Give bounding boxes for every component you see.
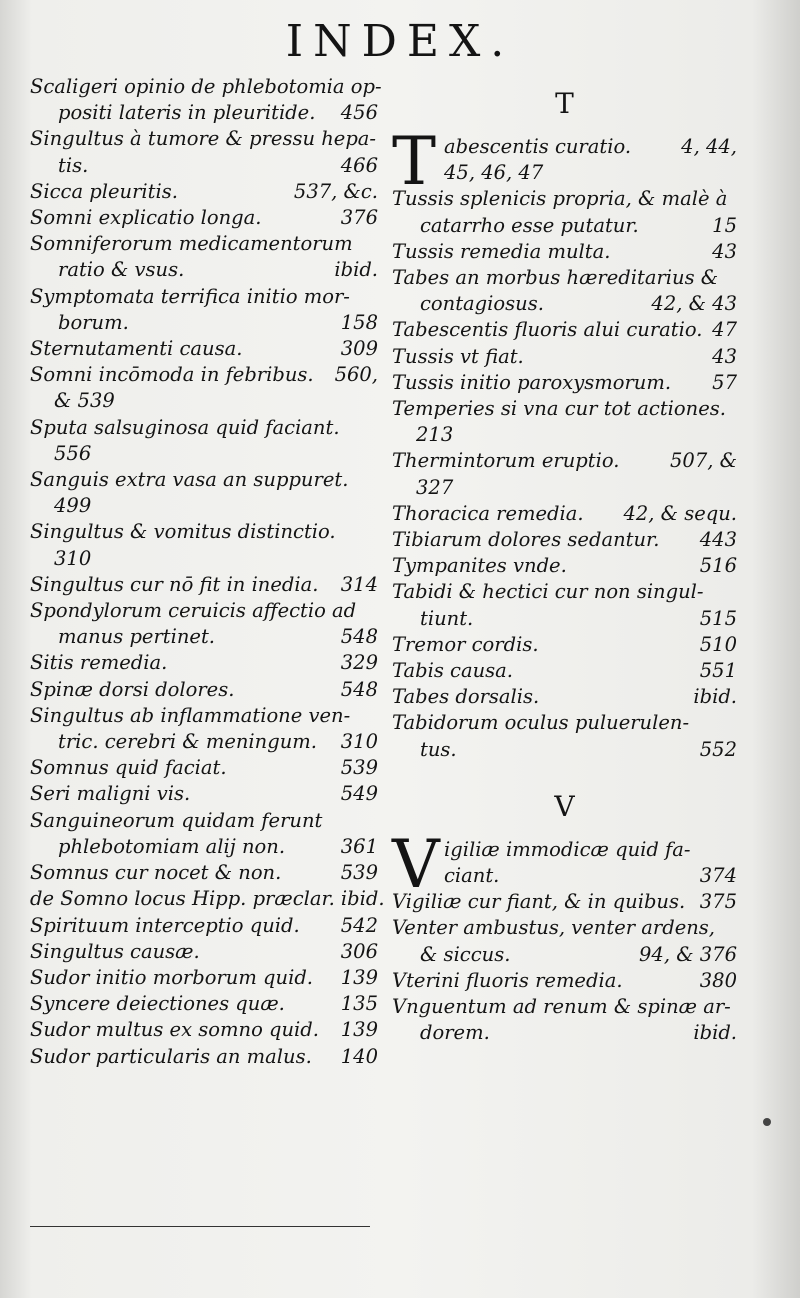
entry-page: 539 bbox=[340, 756, 378, 780]
entry-page: 375 bbox=[699, 890, 737, 914]
entry-text: Tabes an morbus hæreditarius & bbox=[392, 266, 719, 290]
entry-text: Tabidorum oculus puluerulen- bbox=[392, 711, 690, 735]
index-entry bbox=[30, 362, 378, 388]
entry-text: Spondylorum ceruicis affectio ad bbox=[30, 599, 357, 623]
index-entry bbox=[30, 729, 378, 755]
entry-page: 309 bbox=[340, 337, 378, 361]
entry-text: & 539 bbox=[54, 389, 115, 413]
entry-text: Tussis splenicis propria, & malè à bbox=[392, 187, 728, 211]
entry-text: manus pertinet. bbox=[58, 625, 215, 649]
entry-page: 329 bbox=[340, 651, 378, 675]
index-entry bbox=[30, 624, 378, 650]
index-entry bbox=[30, 677, 378, 703]
entry-page: 361 bbox=[340, 834, 378, 858]
entry-page: 552 bbox=[699, 737, 737, 761]
index-entry bbox=[30, 991, 378, 1017]
index-entry bbox=[30, 650, 378, 676]
index-entry bbox=[392, 396, 737, 422]
index-entry bbox=[392, 344, 737, 370]
index-entry bbox=[392, 737, 737, 763]
index-entry bbox=[392, 186, 737, 212]
entry-text: tis. bbox=[58, 153, 89, 177]
entry-text: tric. cerebri & meningum. bbox=[58, 730, 317, 754]
entry-text: Tremor cordis. bbox=[392, 632, 539, 656]
index-entry bbox=[30, 755, 378, 781]
entry-text: Spirituum interceptio quid. bbox=[30, 913, 300, 937]
entry-page: 306 bbox=[340, 939, 378, 963]
entry-page: 542 bbox=[340, 913, 378, 937]
index-entry bbox=[392, 501, 737, 527]
entry-text: Sitis remedia. bbox=[30, 651, 168, 675]
index-entry bbox=[392, 710, 737, 736]
footer-rule bbox=[30, 1226, 370, 1227]
entry-page: 4, 44, bbox=[681, 135, 737, 158]
entry-text: Tympanites vnde. bbox=[392, 554, 567, 578]
entry-text: Vigiliæ cur fiant, & in quibus. bbox=[392, 890, 686, 914]
page-header: INDEX. bbox=[285, 16, 515, 67]
entry-page: 139 bbox=[340, 1018, 378, 1042]
entry-page: ibid. bbox=[693, 1021, 737, 1045]
entry-page: 314 bbox=[340, 572, 378, 596]
entry-page: 551 bbox=[699, 659, 737, 683]
index-entry bbox=[30, 153, 378, 179]
left-column bbox=[30, 74, 385, 1070]
index-entry bbox=[444, 160, 737, 186]
entry-text: Tibiarum dolores sedantur. bbox=[392, 528, 660, 552]
entry-text: Sudor particularis an malus. bbox=[30, 1044, 312, 1068]
entry-text: Sputa salsuginosa quid faciant. bbox=[30, 415, 340, 439]
entry-text: phlebotomiam alij non. bbox=[58, 834, 286, 858]
index-entry bbox=[30, 231, 378, 257]
entry-text: & siccus. bbox=[420, 942, 511, 966]
index-entry bbox=[30, 310, 378, 336]
index-entry bbox=[444, 837, 737, 863]
index-entry bbox=[30, 939, 378, 965]
entry-page: 548 bbox=[340, 625, 378, 649]
entry-text: igiliæ immodicæ quid fa- bbox=[444, 837, 691, 861]
index-entry bbox=[392, 370, 737, 396]
entry-text: Tabis causa. bbox=[392, 659, 513, 683]
entry-text: Sanguis extra vasa an suppuret. bbox=[30, 468, 349, 492]
entry-text: Somni explicatio longa. bbox=[30, 206, 262, 230]
entry-page: 456 bbox=[340, 101, 378, 125]
entry-text: Temperies si vna cur tot actiones. bbox=[392, 397, 726, 421]
index-entry bbox=[392, 1020, 737, 1046]
index-entry bbox=[30, 913, 378, 939]
entry-text: Tussis initio paroxysmorum. bbox=[392, 370, 672, 394]
entry-text: 327 bbox=[416, 475, 454, 499]
entry-page: 374 bbox=[699, 864, 737, 888]
index-entry bbox=[392, 684, 737, 710]
entry-page: 537, &c. bbox=[293, 179, 378, 203]
index-entry bbox=[30, 781, 378, 807]
index-entry bbox=[30, 441, 378, 467]
index-entry bbox=[392, 291, 737, 317]
entry-text: Thoracica remedia. bbox=[392, 501, 584, 525]
entry-text: Singultus ab inflammatione ven- bbox=[30, 703, 351, 727]
entry-text: Scaligeri opinio de phlebotomia op- bbox=[30, 75, 382, 98]
index-entry bbox=[30, 205, 378, 231]
entry-text: Sudor initio morborum quid. bbox=[30, 965, 314, 989]
entry-text: Somni incōmoda in febribus. bbox=[30, 363, 314, 387]
section-heading-t: T bbox=[555, 87, 574, 120]
index-entry bbox=[30, 703, 378, 729]
entry-text: 45, 46, 47 bbox=[444, 161, 544, 185]
entry-text: 310 bbox=[54, 546, 92, 570]
index-entry bbox=[30, 415, 378, 441]
entry-text: 556 bbox=[54, 441, 92, 465]
entry-page: 516 bbox=[699, 554, 737, 578]
index-entry bbox=[30, 1017, 378, 1043]
entry-page: 47 bbox=[712, 318, 737, 342]
entry-text: dorem. bbox=[420, 1021, 490, 1045]
index-entry bbox=[30, 1044, 378, 1070]
entry-text: Spinæ dorsi dolores. bbox=[30, 677, 235, 701]
entry-page: 466 bbox=[340, 153, 378, 177]
entry-page: 560, bbox=[334, 363, 378, 387]
index-entry bbox=[392, 265, 737, 291]
entry-text: Vnguentum ad renum & spinæ ar- bbox=[392, 995, 731, 1019]
entry-page: 380 bbox=[699, 968, 737, 992]
entry-text: de Somno locus Hipp. præclar. bbox=[30, 887, 335, 911]
index-entry bbox=[392, 317, 737, 343]
index-entry bbox=[30, 860, 378, 886]
index-entry bbox=[30, 493, 378, 519]
section-t-entries bbox=[392, 186, 737, 762]
entry-page: 310 bbox=[340, 730, 378, 754]
entry-text: Vterini fluoris remedia. bbox=[392, 968, 623, 992]
entry-text: positi lateris in pleuritide. bbox=[58, 101, 316, 125]
entry-text: Sudor multus ex somno quid. bbox=[30, 1018, 319, 1042]
entry-text: Tabidi & hectici cur non singul- bbox=[392, 580, 704, 604]
index-entry bbox=[392, 889, 737, 915]
entry-text: Venter ambustus, venter ardens, bbox=[392, 916, 715, 940]
entry-page: 94, & 376 bbox=[639, 942, 737, 966]
entry-page: 42, & 43 bbox=[651, 292, 737, 316]
entry-text: Sanguineorum quidam ferunt bbox=[30, 808, 323, 832]
entry-page: 443 bbox=[699, 528, 737, 552]
entry-text: catarrho esse putatur. bbox=[420, 213, 639, 237]
entry-text: Singultus cur nō fit in inedia. bbox=[30, 572, 319, 596]
entry-page: 139 bbox=[340, 965, 378, 989]
entry-page: 539 bbox=[340, 861, 378, 885]
entry-page: ibid. bbox=[334, 258, 378, 282]
index-entry bbox=[30, 834, 378, 860]
entry-text: Somnus cur nocet & non. bbox=[30, 861, 282, 885]
entry-text: Singultus & vomitus distinctio. bbox=[30, 520, 336, 544]
entry-text: tus. bbox=[420, 737, 457, 761]
index-entry bbox=[392, 579, 737, 605]
margin-dot-mark bbox=[763, 1118, 771, 1126]
index-entry bbox=[30, 965, 378, 991]
index-entry bbox=[30, 257, 378, 283]
entry-text: ratio & vsus. bbox=[58, 258, 185, 282]
entry-page: 158 bbox=[340, 310, 378, 334]
index-entry bbox=[392, 475, 737, 501]
entry-text: Tussis vt fiat. bbox=[392, 344, 524, 368]
entry-text: Tussis remedia multa. bbox=[392, 239, 611, 263]
entry-text: 213 bbox=[416, 423, 454, 447]
entry-text: Sternutamenti causa. bbox=[30, 337, 243, 361]
index-entry bbox=[30, 74, 382, 100]
index-entry bbox=[392, 553, 737, 579]
entry-page: 548 bbox=[340, 677, 378, 701]
entry-page: ibid. bbox=[693, 685, 737, 709]
entry-page: 57 bbox=[712, 370, 737, 394]
index-entry bbox=[392, 527, 737, 553]
entry-text: Tabescentis fluoris alui curatio. bbox=[392, 318, 703, 342]
entry-text: ciant. bbox=[444, 864, 500, 888]
entry-text: Syncere deiectiones quæ. bbox=[30, 992, 285, 1016]
index-entry bbox=[30, 100, 378, 126]
dropcap-v: V bbox=[392, 825, 440, 903]
entry-text: Singultus à tumore & pressu hepa- bbox=[30, 127, 377, 151]
index-entry bbox=[30, 808, 378, 834]
index-entry bbox=[30, 546, 378, 572]
index-entry bbox=[30, 886, 385, 912]
index-entry bbox=[392, 968, 737, 994]
index-entry bbox=[30, 284, 378, 310]
index-entry bbox=[30, 572, 378, 598]
index-entry bbox=[30, 336, 378, 362]
index-entry bbox=[30, 598, 378, 624]
index-entry bbox=[392, 994, 737, 1020]
entry-page: 507, & bbox=[670, 449, 737, 473]
index-entry bbox=[392, 915, 737, 941]
index-entry bbox=[392, 632, 737, 658]
entry-text: borum. bbox=[58, 310, 129, 334]
entry-page: 43 bbox=[712, 344, 737, 368]
entry-page: 43 bbox=[712, 239, 737, 263]
entry-text: Somniferorum medicamentorum bbox=[30, 232, 353, 256]
index-entry bbox=[444, 863, 737, 889]
entry-text: contagiosus. bbox=[420, 292, 544, 316]
index-entry bbox=[30, 519, 378, 545]
entry-text: Thermintorum eruptio. bbox=[392, 449, 620, 473]
entry-text: Somnus quid faciat. bbox=[30, 756, 227, 780]
index-entry bbox=[392, 213, 737, 239]
index-entry bbox=[392, 422, 737, 448]
entry-page: 510 bbox=[699, 632, 737, 656]
entry-text: 499 bbox=[54, 494, 92, 518]
section-v-entries bbox=[392, 889, 737, 1046]
index-entry bbox=[392, 606, 737, 632]
section-heading-v: V bbox=[554, 789, 575, 823]
index-entry bbox=[392, 658, 737, 684]
right-column bbox=[392, 74, 737, 1047]
index-entry bbox=[30, 388, 378, 414]
entry-page: 376 bbox=[340, 206, 378, 230]
index-entry bbox=[392, 239, 737, 265]
entry-page: 135 bbox=[340, 992, 378, 1016]
entry-page: 549 bbox=[340, 782, 378, 806]
index-entry bbox=[392, 448, 737, 474]
index-entry bbox=[30, 179, 378, 205]
index-entry bbox=[30, 467, 378, 493]
entry-text: Tabes dorsalis. bbox=[392, 685, 540, 709]
entry-text: Sicca pleuritis. bbox=[30, 179, 178, 203]
entry-text: Singultus causæ. bbox=[30, 939, 200, 963]
entry-text: abescentis curatio. bbox=[444, 135, 632, 158]
index-entry bbox=[444, 134, 737, 160]
entry-page: 515 bbox=[699, 606, 737, 630]
entry-page: 15 bbox=[712, 213, 737, 237]
index-entry bbox=[30, 126, 378, 152]
entry-page: ibid. bbox=[340, 887, 385, 911]
entry-text: Seri maligni vis. bbox=[30, 782, 191, 806]
entry-page: 42, & sequ. bbox=[623, 501, 737, 525]
dropcap-t: T bbox=[392, 123, 437, 200]
index-entry bbox=[392, 942, 737, 968]
entry-text: Symptomata terrifica initio mor- bbox=[30, 284, 350, 308]
entry-text: tiunt. bbox=[420, 606, 474, 630]
entry-page: 140 bbox=[340, 1044, 378, 1068]
